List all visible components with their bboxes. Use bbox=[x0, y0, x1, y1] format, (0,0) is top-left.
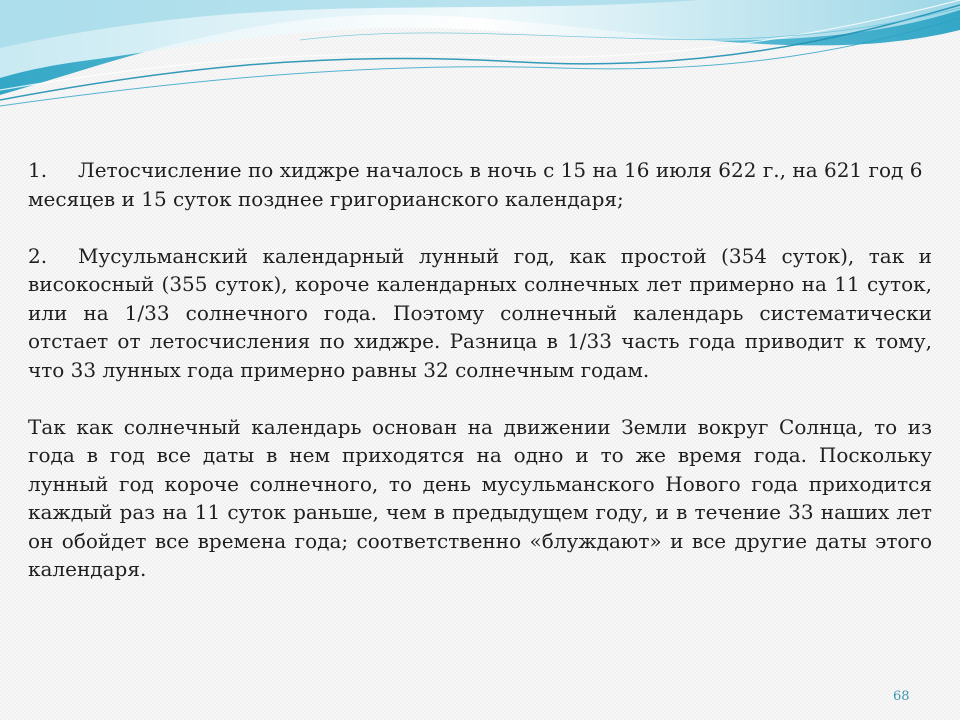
page-number: 68 bbox=[893, 689, 910, 704]
header-wave-decoration bbox=[0, 0, 960, 120]
list-item-number: 2. bbox=[28, 243, 48, 268]
list-item-text: Мусульманский календарный лунный год, как простой (354 суток), так и високосный (355 суток), короче календарных солнечных лет примерно на 11 суток, или на 1/33 солнечного года. Поэтому солнечный календарь систематически отстает от летосчисления по хиджре. Разница в 1/33 часть года приводит к тому, что 33 лунных года примерно равны 32 солнечным годам. bbox=[28, 243, 932, 382]
body-paragraph: Так как солнечный календарь основан на движении Земли вокруг Солнца, то из года в год все даты в нем приходятся на одно и то же время года. Поскольку лунный год короче солнечного, то день мусульманского Нового года приходится каждый раз на 11 суток раньше, чем в предыдущем году, и в течение 33 наших лет он обойдет все времена года; соответственно «блуждают» и все другие даты этого календаря. bbox=[28, 414, 932, 581]
list-item-number: 1. bbox=[28, 158, 48, 182]
list-item-text: Летосчисление по хиджре началось в ночь с 15 на 16 июля 622 г., на 621 год 6 месяцев и 15 суток позднее григорианского календаря; bbox=[28, 158, 923, 211]
list-item-2 bbox=[28, 242, 932, 385]
paragraph-spacer bbox=[28, 384, 932, 413]
paragraph-spacer bbox=[28, 213, 932, 242]
slide-body bbox=[28, 156, 932, 584]
list-item-1 bbox=[28, 156, 932, 213]
